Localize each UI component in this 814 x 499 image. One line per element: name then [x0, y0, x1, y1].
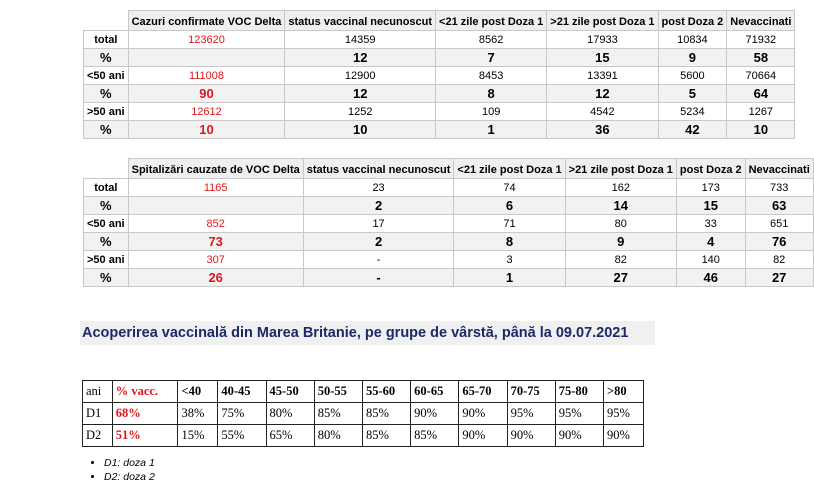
coverage-title: Acoperirea vaccinală din Marea Britanie, pe grupe de vârstă, până la 09.07.2021	[80, 321, 655, 345]
table-row: % 2 6 14 15 63	[84, 197, 814, 215]
table-row: ani % vacc. <40 40-45 45-50 50-55 55-60 60-65 65-70 70-75 75-80 >80	[83, 381, 644, 403]
table-row: % 10 10 1 36 42 10	[84, 121, 795, 139]
table-row: <50 ani 852 17 71 80 33 651	[84, 215, 814, 233]
table-row: >50 ani 12612 1252 109 4542 5234 1267	[84, 103, 795, 121]
list-item: • D2: doza 2	[104, 470, 155, 484]
t1-header: Cazuri confirmate VOC Delta	[128, 11, 285, 31]
t2-header: Spitalizări cauzate de VOC Delta	[128, 159, 303, 179]
table-row: % 26 - 1 27 46 27	[84, 269, 814, 287]
t1-header: Nevaccinati	[727, 11, 795, 31]
delta-hospitalizations-table	[83, 158, 814, 287]
delta-cases-table	[83, 10, 795, 139]
t2-header: post Doza 2	[676, 159, 745, 179]
t2-header: >21 zile post Doza 1	[565, 159, 676, 179]
list-item: • D1: doza 1	[104, 456, 155, 470]
table-row: D2 51% 15% 55% 65% 80% 85% 85% 90% 90% 90% 90%	[83, 425, 644, 447]
footnotes	[86, 456, 155, 484]
table-row: % 12 7 15 9 58	[84, 49, 795, 67]
table-row: >50 ani 307 - 3 82 140 82	[84, 251, 814, 269]
table-row: % 90 12 8 12 5 64	[84, 85, 795, 103]
t1-header: status vaccinal necunoscut	[285, 11, 436, 31]
table-row: D1 68% 38% 75% 80% 85% 85% 90% 90% 95% 95% 95%	[83, 403, 644, 425]
t2-header: <21 zile post Doza 1	[454, 159, 565, 179]
table-row: total 123620 14359 8562 17933 10834 71932	[84, 31, 795, 49]
t1-header: <21 zile post Doza 1	[436, 11, 547, 31]
t2-header: status vaccinal necunoscut	[303, 159, 454, 179]
table-row: % 73 2 8 9 4 76	[84, 233, 814, 251]
t1-header: post Doza 2	[658, 11, 727, 31]
table-row: <50 ani 111008 12900 8453 13391 5600 70664	[84, 67, 795, 85]
t1-header: >21 zile post Doza 1	[547, 11, 658, 31]
uk-coverage-table	[82, 380, 644, 447]
t2-header: Nevaccinati	[745, 159, 813, 179]
table-row: total 1165 23 74 162 173 733	[84, 179, 814, 197]
